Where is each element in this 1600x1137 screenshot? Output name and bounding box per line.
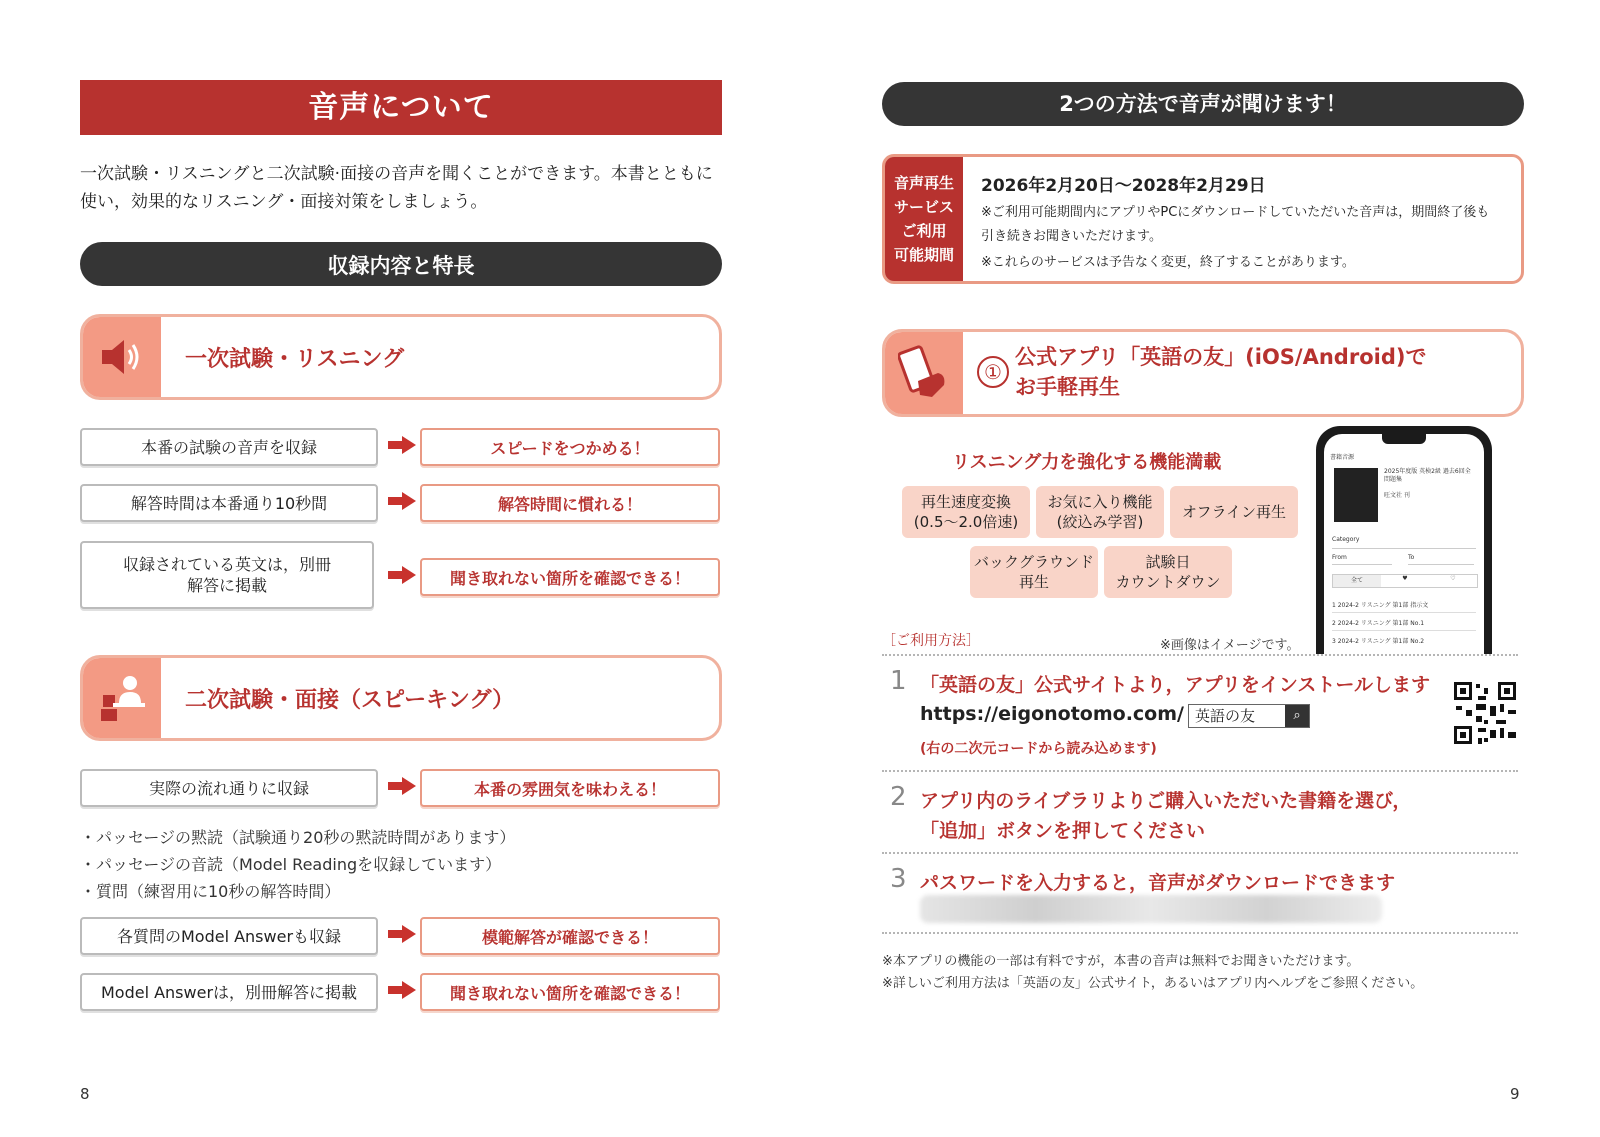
speaker-icon [83,317,161,397]
feature-chip: オフライン再生 [1170,486,1298,538]
phone-from-select[interactable]: From [1332,554,1392,565]
service-note-1: ※ご利用可能期間内にアプリやPCにダウンロードしていただいた音声は，期間終了後も引き続きお聞きいただけます。 [981,205,1490,244]
search-input[interactable]: 英語の友 [1195,707,1256,725]
feature-right: 本番の雰囲気を味わえる！ [420,769,720,807]
feature-chip: 試験日 カウントダウン [1104,546,1232,598]
method-number: ① [977,356,1009,388]
service-period: 2026年2月20日〜2028年2月29日 [981,176,1266,196]
list-item[interactable]: 1 2024-2 リスニング 第1部 指示文 [1332,600,1476,613]
step-number: 2 [890,782,907,812]
qr-code-icon [1452,680,1518,746]
site-url[interactable]: https://eigonotomo.com/ [920,703,1184,725]
feature-left: 本番の試験の音声を収録 [80,428,378,466]
feature-right: 聞き取れない箇所を確認できる！ [420,973,720,1011]
phone-mockup [1316,426,1492,654]
feature-right: 模範解答が確認できる！ [420,917,720,955]
footnote: ※本アプリの機能の一部は有料ですが，本書の音声は無料でお聞きいただけます。 [882,954,1360,969]
arrow-icon [388,566,416,584]
bullet-item: ・質問（練習用に10秒の解答時間） [80,882,341,901]
page-number: 8 [80,1085,90,1103]
image-note: ※画像はイメージです。 [1160,638,1300,653]
arrow-icon [388,777,416,795]
feature-left: 実際の流れ通りに収録 [80,769,378,807]
phone-tabs [1332,574,1478,588]
method-title: 公式アプリ「英語の友」(iOS/Android)で お手軽再生 [1015,345,1427,399]
phone-book-title: 2025年度版 英検2級 過去6回全問題集 [1384,468,1471,483]
blurred-password [920,895,1382,923]
phone-screen [1324,434,1484,654]
bullet-item: ・パッセージの音読（Model Readingを収録しています） [80,855,502,874]
search-box[interactable] [1188,704,1310,728]
step-text: パスワードを入力すると，音声がダウンロードできます [920,872,1396,894]
phone-to-select[interactable]: To [1408,554,1474,565]
feature-left: 収録されている英文は，別冊解答に掲載 [80,541,374,609]
bullet-item: ・パッセージの黙読（試験通り20秒の黙読時間があります） [80,828,516,847]
feature-left: Model Answerは，別冊解答に掲載 [80,973,378,1011]
service-period-box [882,154,1524,284]
step-text: アプリ内のライブラリよりご購入いただいた書籍を選び， [920,790,1412,812]
heart-outline-icon[interactable]: ♡ [1450,575,1456,582]
qr-note: (右の二次元コードから読み込めます) [920,741,1157,757]
section-title: 一次試験・リスニング [185,346,405,372]
interview-icon [83,658,161,738]
divider [882,770,1518,772]
heart-filled-icon[interactable]: ♥ [1402,575,1408,582]
book-cover-image [1334,468,1378,522]
service-note-2: ※これらのサービスは予告なく変更，終了することがあります。 [981,255,1355,270]
section-listening [80,314,722,400]
arrow-icon [388,492,416,510]
phone-category-select[interactable]: Category [1332,536,1476,549]
arrow-icon [388,925,416,943]
step-text: 「英語の友」公式サイトより，アプリをインストールします [920,674,1430,696]
features-heading: リスニング力を強化する機能満載 [952,452,1222,473]
arrow-icon [388,981,416,999]
feature-right: 解答時間に慣れる！ [420,484,720,522]
divider [882,654,1518,656]
step-number: 3 [890,864,907,894]
arrow-icon [388,436,416,454]
contents-heading: 収録内容と特長 [80,242,722,286]
list-item[interactable]: 3 2024-2 リスニング 第1部 No.2 [1332,638,1425,645]
page-title: 音声について [80,80,722,135]
feature-left: 解答時間は本番通り10秒間 [80,484,378,522]
section-title: 二次試験・面接（スピーキング） [185,687,515,713]
tab-all[interactable]: 全て [1333,575,1381,587]
feature-right: 聞き取れない箇所を確認できる！ [420,558,720,596]
intro-text: 一次試験・リスニングと二次試験·面接の音声を聞くことができます。本書とともに使い，効果的なリスニング・面接対策をしましょう。 [80,164,713,212]
feature-left: 各質問のModel Answerも収録 [80,917,378,955]
usage-label: ［ご利用方法］ [882,633,980,649]
search-icon[interactable]: ⌕ [1285,705,1309,727]
phone-header: 書籍音源 [1330,454,1355,461]
divider [882,852,1518,854]
list-item[interactable]: 2 2024-2 リスニング 第1部 No.1 [1332,618,1476,631]
step-text-2: 「追加」ボタンを押してください [920,820,1206,842]
phone-book-sub: 旺文社 刊 [1384,492,1410,499]
method-app [882,329,1524,417]
methods-heading: 2つの方法で音声が聞けます！ [882,82,1524,126]
feature-right: スピードをつかめる！ [420,428,720,466]
phone-notch [1382,434,1426,444]
feature-chip: バックグラウンド 再生 [970,546,1098,598]
section-interview [80,655,722,741]
feature-chip: 再生速度変換 (0.5〜2.0倍速) [902,486,1030,538]
step-number: 1 [890,666,907,696]
service-label: 音声再生 サービス ご利用 可能期間 [885,157,963,281]
footnote: ※詳しいご利用方法は「英語の友」公式サイト，あるいはアプリ内ヘルプをご参照ください。 [882,976,1424,991]
page-number: 9 [1510,1085,1520,1103]
divider [882,932,1518,934]
feature-chip: お気に入り機能 (絞込み学習) [1036,486,1164,538]
smartphone-hand-icon [885,332,963,414]
